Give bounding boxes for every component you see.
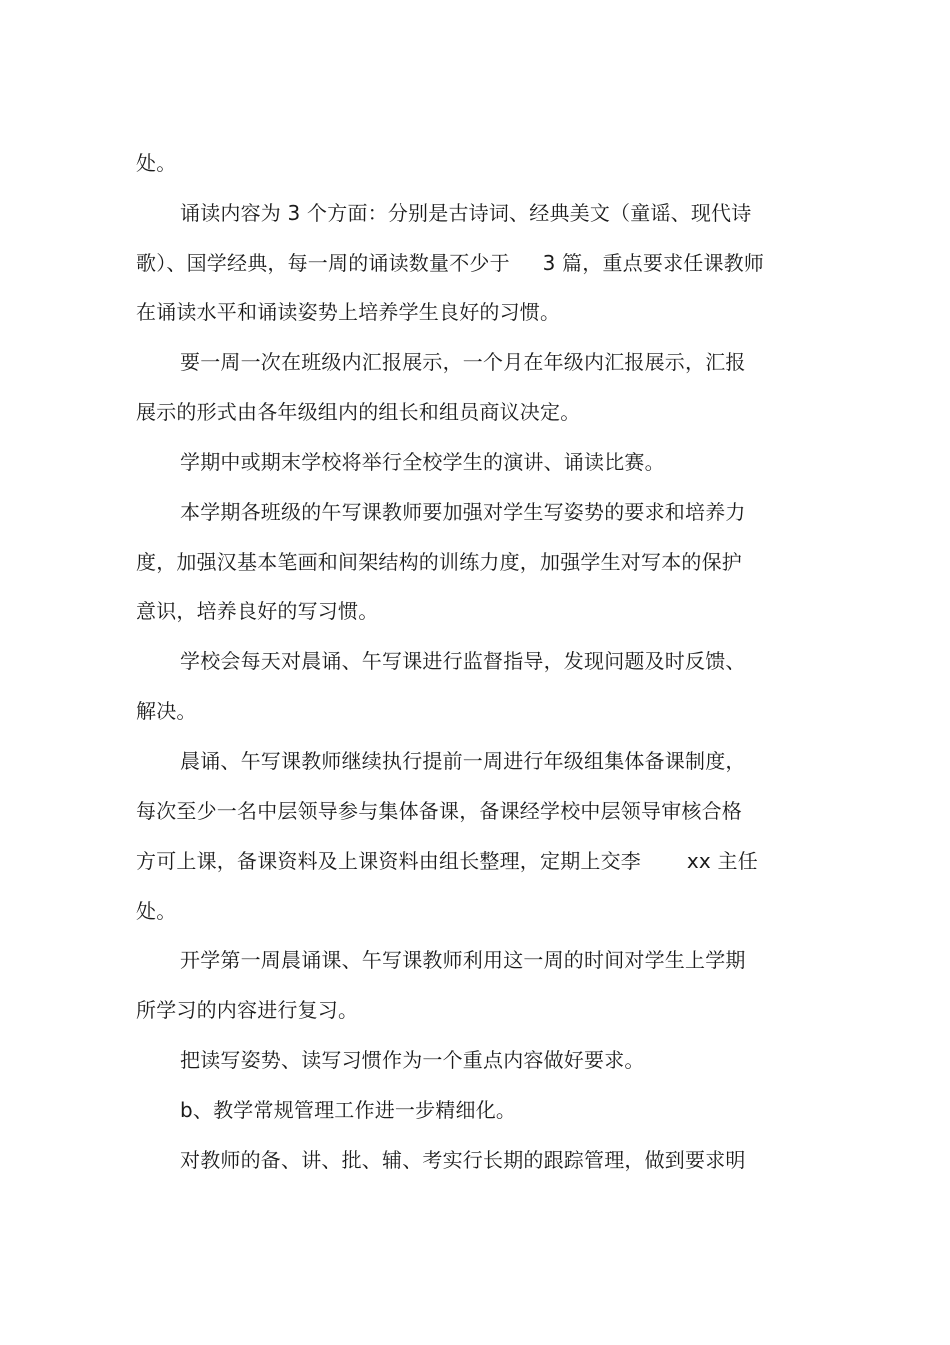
section-heading-line: b、教学常规管理工作进一步精细化。	[180, 1098, 517, 1122]
paragraph-start-line: 学校会每天对晨诵、午写课进行监督指导，发现问题及时反馈、	[180, 649, 746, 673]
text-line: 所学习的内容进行复习。	[136, 998, 359, 1022]
paragraph-start-line: 开学第一周晨诵课、午写课教师利用这一周的时间对学生上学期	[180, 948, 746, 972]
paragraph-start-line: 本学期各班级的午写课教师要加强对学生写姿势的要求和培养力	[180, 500, 746, 524]
text-line: 歌）、国学经典，每一周的诵读数量不少于 3 篇，重点要求任课教师	[136, 251, 765, 275]
paragraph-start-line: 对教师的备、讲、批、辅、考实行长期的跟踪管理，做到要求明	[180, 1148, 746, 1172]
text-line: 方可上课，备课资料及上课资料由组长整理，定期上交李 xx 主任	[136, 849, 758, 873]
text-line: 展示的形式由各年级组内的组长和组员商议决定。	[136, 400, 581, 424]
text-line: 度，加强汉基本笔画和间架结构的训练力度，加强学生对写本的保护	[136, 550, 742, 574]
text-line: 每次至少一名中层领导参与集体备课，备课经学校中层领导审核合格	[136, 799, 742, 823]
paragraph-start-line: 把读写姿势、读写习惯作为一个重点内容做好要求。	[180, 1048, 645, 1072]
text-line: 意识，培养良好的写习惯。	[136, 599, 379, 623]
text-line: 处。	[136, 151, 177, 175]
paragraph-start-line: 诵读内容为 3 个方面：分别是古诗词、经典美文（童谣、现代诗	[180, 201, 752, 225]
text-line: 在诵读水平和诵读姿势上培养学生良好的习惯。	[136, 300, 561, 324]
text-line: 处。	[136, 899, 177, 923]
text-line: 解决。	[136, 699, 197, 723]
paragraph-start-line: 要一周一次在班级内汇报展示，一个月在年级内汇报展示，汇报	[180, 350, 746, 374]
paragraph-start-line: 学期中或期末学校将举行全校学生的演讲、诵读比赛。	[180, 450, 665, 474]
paragraph-start-line: 晨诵、午写课教师继续执行提前一周进行年级组集体备课制度，	[180, 749, 746, 773]
